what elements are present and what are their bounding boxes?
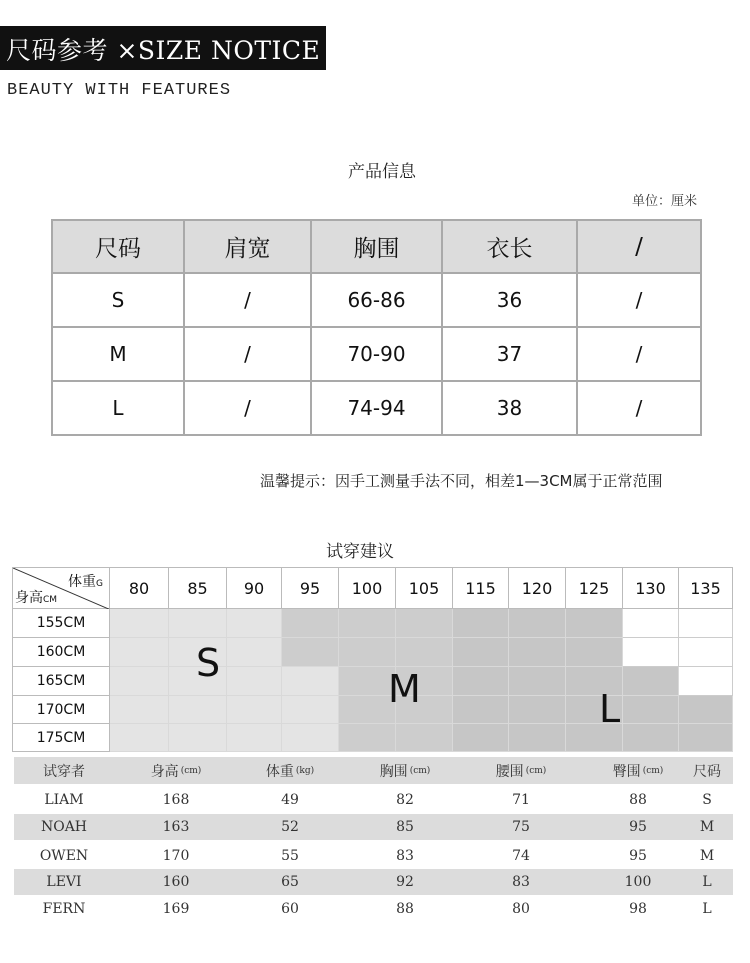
weight-header: 105: [396, 567, 453, 609]
model-name: FERN: [42, 901, 86, 917]
weight-header: 90: [227, 567, 282, 609]
model-row: [14, 869, 733, 895]
models-header-unit: (cm): [525, 765, 547, 776]
fit-zone-cell: [110, 724, 169, 752]
fit-zone-cell: [282, 638, 339, 667]
model-value: 80: [512, 901, 530, 917]
product-info-title: 产品信息: [348, 162, 416, 182]
size-zone-label: S: [196, 641, 221, 685]
fit-zone-cell: [623, 609, 679, 638]
models-header-cell: [677, 757, 737, 784]
fit-zone-cell: [453, 667, 509, 696]
fit-zone-cell: [453, 609, 509, 638]
model-value: 74: [512, 848, 530, 864]
fit-zone-cell: [509, 667, 566, 696]
fit-zone-cell: [227, 609, 282, 638]
weight-header: 130: [623, 567, 679, 609]
weight-header: 125: [566, 567, 623, 609]
model-value: 168: [162, 792, 190, 808]
weight-header: 100: [339, 567, 396, 609]
model-value: 160: [162, 874, 190, 890]
fit-zone-cell: [227, 724, 282, 752]
model-row: [14, 896, 733, 922]
corner-height-text: 身高: [15, 590, 43, 606]
grid-corner: [12, 567, 110, 609]
height-label: 165CM: [12, 667, 110, 696]
size-table: [51, 219, 702, 436]
header-length: 衣长: [442, 220, 577, 273]
model-value: 75: [512, 819, 530, 835]
unit-label: 单位：厘米: [631, 194, 697, 209]
corner-weight-text: 体重: [68, 574, 97, 590]
height-label: 155CM: [12, 609, 110, 638]
model-value: 82: [396, 792, 414, 808]
fit-zone-cell: [282, 667, 339, 696]
models-header-label: 身高: [150, 763, 179, 780]
model-value: 52: [281, 819, 299, 835]
model-value: 98: [629, 901, 647, 917]
fit-zone-cell: [566, 638, 623, 667]
header-size: 尺码: [52, 220, 184, 273]
fit-zone-cell: [227, 638, 282, 667]
fit-zone-cell: [339, 638, 396, 667]
fit-zone-cell: [339, 724, 396, 752]
fit-zone-cell: [453, 724, 509, 752]
length-cell: 37: [442, 327, 577, 381]
corner-height-label: [15, 587, 57, 607]
model-value: 100: [624, 874, 652, 890]
shoulder-cell: /: [184, 381, 311, 435]
model-name: LEVI: [46, 874, 82, 890]
extra-cell: /: [577, 327, 701, 381]
models-header-label: 体重: [265, 763, 294, 780]
fit-zone-cell: [110, 638, 169, 667]
model-value: 71: [512, 792, 530, 808]
fit-zone-cell: [282, 609, 339, 638]
size-cell: S: [52, 273, 184, 327]
models-header-label: 腰围: [495, 763, 524, 780]
model-value: 95: [629, 819, 647, 835]
corner-weight-unit: G: [96, 579, 103, 589]
model-value: 88: [629, 792, 647, 808]
model-value: 95: [629, 848, 647, 864]
fit-zone-cell: [396, 609, 453, 638]
fit-zone-cell: [509, 638, 566, 667]
header-shoulder: 肩宽: [184, 220, 311, 273]
fit-zone-cell: [509, 696, 566, 724]
fit-zone-cell: [169, 696, 227, 724]
weight-header: 115: [453, 567, 509, 609]
chest-cell: 74-94: [311, 381, 442, 435]
size-row: [52, 327, 701, 381]
size-row: [52, 381, 701, 435]
header-extra: /: [577, 220, 701, 273]
fit-title: 试穿建议: [326, 542, 394, 562]
fit-zone-cell: [169, 724, 227, 752]
models-header-cell: [121, 757, 231, 784]
models-header-cell: [350, 757, 460, 784]
weight-header: 135: [679, 567, 733, 609]
models-header-unit: (cm): [180, 765, 202, 776]
fit-zone-cell: [282, 724, 339, 752]
models-header-label: 试穿者: [43, 763, 85, 780]
subtitle: BEAUTY WITH FEATURES: [7, 81, 232, 100]
fit-zone-cell: [227, 696, 282, 724]
model-value: 163: [162, 819, 190, 835]
size-cell: L: [52, 381, 184, 435]
size-zone-label: M: [388, 667, 421, 711]
model-value: 83: [512, 874, 530, 890]
corner-height-unit: CM: [43, 595, 58, 605]
model-value: M: [699, 819, 715, 835]
fit-zone-cell: [623, 724, 679, 752]
models-header-unit: (cm): [409, 765, 431, 776]
size-row: [52, 273, 701, 327]
fit-zone-cell: [623, 667, 679, 696]
model-value: 65: [281, 874, 299, 890]
model-value: 60: [281, 901, 299, 917]
fit-zone-cell: [227, 667, 282, 696]
fit-zone-cell: [679, 667, 733, 696]
measurement-tip: 温馨提示：因手工测量手法不同，相差1—3CM属于正常范围: [260, 472, 663, 490]
fit-zone-cell: [110, 667, 169, 696]
models-header-cell: [19, 757, 109, 784]
model-name: NOAH: [40, 819, 88, 835]
length-cell: 36: [442, 273, 577, 327]
model-value: 88: [396, 901, 414, 917]
fit-zone-cell: [679, 638, 733, 667]
models-header-label: 臀围: [612, 763, 641, 780]
fit-zone-cell: [623, 638, 679, 667]
corner-weight-label: [68, 571, 103, 591]
model-value: L: [702, 874, 712, 890]
size-table-header: [52, 220, 701, 273]
models-header-unit: (kg): [295, 765, 315, 776]
length-cell: 38: [442, 381, 577, 435]
model-value: 170: [162, 848, 190, 864]
model-value: M: [699, 848, 715, 864]
fit-zone-cell: [396, 724, 453, 752]
shoulder-cell: /: [184, 273, 311, 327]
models-header-cell: [466, 757, 576, 784]
weight-header: 120: [509, 567, 566, 609]
models-header-label: 尺码: [693, 763, 721, 780]
model-value: 92: [396, 874, 414, 890]
extra-cell: /: [577, 381, 701, 435]
height-label: 175CM: [12, 724, 110, 752]
fit-zone-cell: [566, 609, 623, 638]
models-header: [14, 757, 733, 784]
size-cell: M: [52, 327, 184, 381]
fit-zone-cell: [169, 609, 227, 638]
model-value: 85: [396, 819, 414, 835]
model-value: 83: [396, 848, 414, 864]
model-value: 55: [281, 848, 299, 864]
banner-title: 尺码参考 ×SIZE NOTICE: [6, 36, 321, 65]
weight-header: 85: [169, 567, 227, 609]
model-row: [14, 843, 733, 869]
weight-header: 95: [282, 567, 339, 609]
model-value: 49: [281, 792, 299, 808]
fit-zone-cell: [282, 696, 339, 724]
title-banner: [0, 26, 326, 70]
weight-header: 80: [110, 567, 169, 609]
size-zone-label: L: [599, 687, 621, 731]
fit-zone-cell: [509, 724, 566, 752]
fit-zone-cell: [453, 696, 509, 724]
fit-zone-cell: [679, 696, 733, 724]
fit-zone-cell: [509, 609, 566, 638]
models-header-unit: (cm): [642, 765, 664, 776]
fit-zone-cell: [453, 638, 509, 667]
fit-zone-cell: [110, 696, 169, 724]
extra-cell: /: [577, 273, 701, 327]
model-name: LIAM: [44, 792, 84, 808]
fit-zone-cell: [679, 724, 733, 752]
chest-cell: 66-86: [311, 273, 442, 327]
model-row: [14, 814, 733, 840]
model-name: OWEN: [39, 848, 89, 864]
fit-zone-cell: [339, 609, 396, 638]
model-value: 169: [162, 901, 190, 917]
fit-zone-cell: [679, 609, 733, 638]
header-chest: 胸围: [311, 220, 442, 273]
model-row: [14, 787, 733, 813]
model-value: S: [702, 792, 712, 808]
model-value: L: [702, 901, 712, 917]
fit-zone-cell: [396, 638, 453, 667]
fit-zone-cell: [623, 696, 679, 724]
chest-cell: 70-90: [311, 327, 442, 381]
models-header-cell: [235, 757, 345, 784]
shoulder-cell: /: [184, 327, 311, 381]
height-label: 160CM: [12, 638, 110, 667]
height-label: 170CM: [12, 696, 110, 724]
fit-zone-cell: [110, 609, 169, 638]
models-header-label: 胸围: [379, 763, 408, 780]
